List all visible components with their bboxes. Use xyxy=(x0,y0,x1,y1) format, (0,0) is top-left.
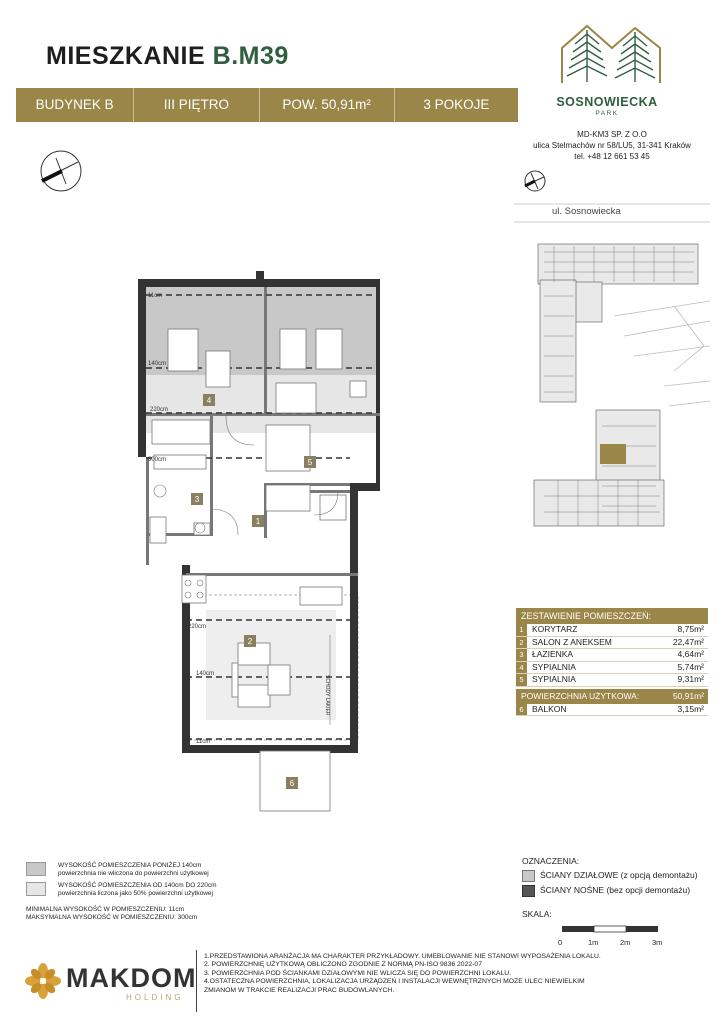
room-number-4: 4 xyxy=(206,396,212,405)
brand-name: SOSNOWIECKA xyxy=(556,95,658,109)
height-label-salon-220cm: 220cm xyxy=(188,624,207,630)
legend-title: OZNACZENIA: xyxy=(522,856,580,866)
title-unit: B.M39 xyxy=(212,42,289,70)
mid-height-legend: WYSOKOŚĆ POMIESZCZENIA OD 140cm DO 220cm powierzchnia liczona jako 50% powierzchni użytkowej xyxy=(58,882,217,897)
company-name: MD-KM3 SP. Z O.O xyxy=(577,130,647,139)
height-label-220cm: 220cm xyxy=(150,407,169,413)
height-label-salon-11cm: 11cm xyxy=(196,739,211,745)
room-number-1: 1 xyxy=(255,517,261,526)
developer-name: MAKDOM xyxy=(66,963,197,993)
note-1: 1.PRZEDSTAWIONA ARANŻACJA MA CHARAKTER PRZYKŁADOWY. UMEBLOWANIE NIE STANOWI WYPOSAŻENIA LOKALU. xyxy=(204,953,601,960)
brand-sub: PARK xyxy=(595,110,619,117)
scale-title: SKALA: xyxy=(522,909,552,919)
room-table xyxy=(516,608,708,716)
total-area-row xyxy=(516,689,708,704)
company-info xyxy=(514,129,710,162)
band-rooms: 3 POKOJE xyxy=(423,97,490,112)
scale-bar xyxy=(554,924,666,936)
height-label-11cm: 11cm xyxy=(148,293,163,299)
total-label: POWIERZCHNIA UŻYTKOWA: xyxy=(521,690,640,701)
total-area: 50,91m² xyxy=(672,690,704,701)
room-number-5: 5 xyxy=(307,458,313,467)
scale-tick-2m: 2m xyxy=(620,938,631,947)
title-prefix: MIESZKANIE xyxy=(46,42,206,70)
room-row: 2 SALON Z ANEKSEM 22,47m² xyxy=(516,637,708,650)
scale-tick-3m: 3m xyxy=(652,938,663,947)
site-compass-icon xyxy=(522,168,548,194)
low-height-legend: WYSOKOŚĆ POMIESZCZENIA PONIŻEJ 140cm powierzchnia nie wliczona do powierzchni użytkowej xyxy=(58,862,209,877)
max-height: MAKSYMALNA WYSOKOŚĆ W POMIESZCZENIU: 300cm xyxy=(26,914,198,921)
room-row: 1 KORYTARZ 8,75m² xyxy=(516,624,708,637)
low-height-swatch xyxy=(26,862,46,876)
scale-tick-0: 0 xyxy=(558,938,563,947)
room-row: 4 SYPIALNIA 5,74m² xyxy=(516,662,708,675)
room-table-header: ZESTAWIENIE POMIESZCZEŃ: xyxy=(516,608,708,624)
note-3: 3. POWIERZCHNIA POD ŚCIANKAMI DZIAŁOWYMI NIE WLICZA SIĘ DO POWIERZCHNI LOKALU. xyxy=(204,969,512,977)
stairs-label: SCHODY LAKIER xyxy=(324,675,330,716)
height-label-300cm: 300cm xyxy=(148,457,167,463)
scale-tick-1m: 1m xyxy=(588,938,599,947)
partition-wall-label: ŚCIANY DZIAŁOWE (z opcją demontażu) xyxy=(540,870,698,880)
room-number-6: 6 xyxy=(289,779,295,788)
height-label-salon-140cm: 140cm xyxy=(196,671,215,677)
company-address: ulica Stelmachów nr 58/LU5, 31-341 Kraków xyxy=(533,141,691,150)
balcony-row: 6 BALKON 3,15m² xyxy=(516,704,708,717)
min-height: MINIMALNA WYSOKOŚĆ W POMIESZCZENIU: 11cm xyxy=(26,906,185,913)
info-band xyxy=(16,88,518,122)
band-building: BUDYNEK B xyxy=(16,88,134,122)
room-row: 5 SYPIALNIA 9,31m² xyxy=(516,674,708,687)
apartment-title xyxy=(46,42,289,71)
street-label: ul. Sosnowiecka xyxy=(552,206,621,217)
floor-plan xyxy=(130,265,380,820)
room-number-3: 3 xyxy=(194,495,200,504)
room-number-2: 2 xyxy=(247,637,253,646)
room-row: 3 ŁAZIENKA 4,64m² xyxy=(516,649,708,662)
compass-icon xyxy=(36,146,86,196)
note-2: 2. POWIERZCHNIĘ UŻYTKOWĄ OBLICZONO ZGODNIE Z NORMĄ PN-ISO 9836 2022-07 xyxy=(204,961,482,969)
band-floor: III PIĘTRO xyxy=(134,88,259,122)
developer-sub: HOLDING xyxy=(126,993,184,1002)
note-4: 4.OSTATECZNA POWIERZCHNIA, LOKALIZACJA URZĄDZEŃ I INSTALACJI WEWNĘTRZNYCH MOŻE ULEC NIEWIELKIM xyxy=(204,978,585,986)
company-phone: tel. +48 12 661 53 45 xyxy=(574,152,650,161)
bearing-wall-swatch xyxy=(522,885,535,897)
partition-wall-swatch xyxy=(522,870,535,882)
mid-height-swatch xyxy=(26,882,46,896)
bearing-wall-label: ŚCIANY NOŚNE (bez opcji demontażu) xyxy=(540,885,691,895)
site-plan xyxy=(514,196,710,546)
note-4-cont: ZMIANOM W TRAKCIE REALIZACJI PRAC BUDOWLANYCH. xyxy=(204,986,395,994)
band-area: POW. 50,91m² xyxy=(260,88,395,122)
notes xyxy=(204,953,704,995)
height-label-140cm: 140cm xyxy=(148,361,167,367)
height-minmax xyxy=(26,906,326,922)
makdom-flower-icon xyxy=(24,962,62,1000)
